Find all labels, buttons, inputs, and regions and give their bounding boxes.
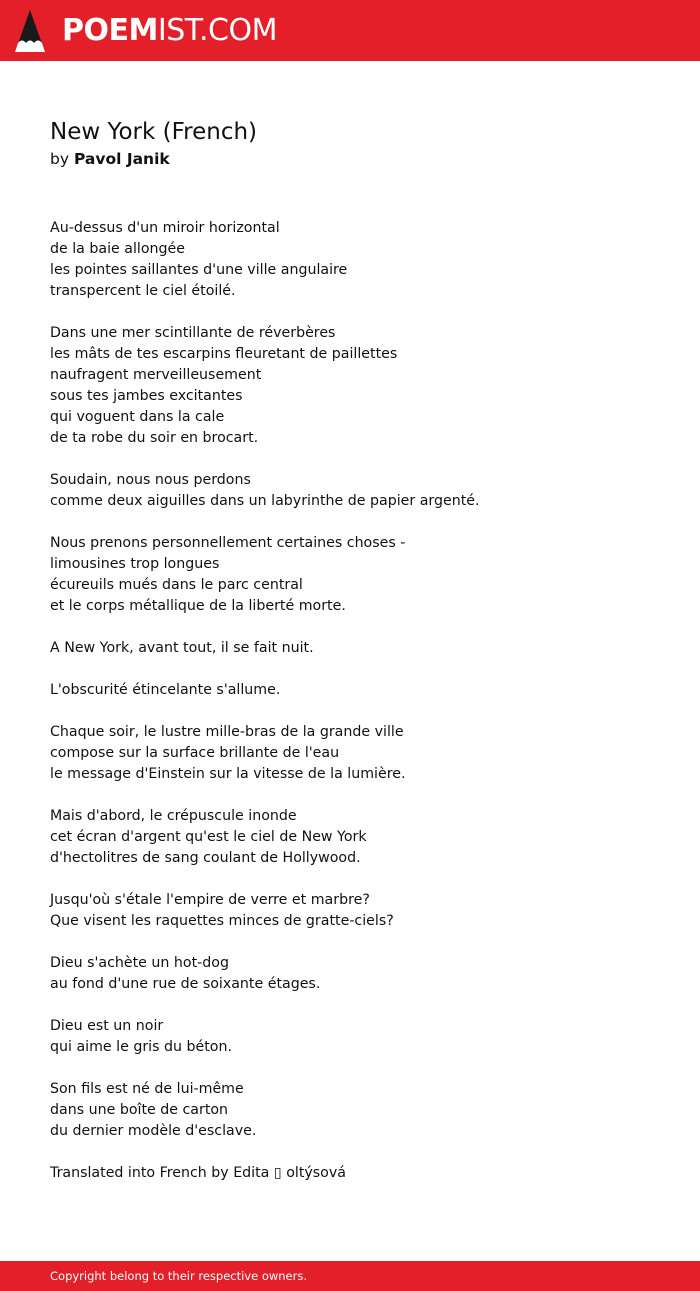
poem-line: A New York, avant tout, il se fait nuit. [50, 640, 314, 656]
poem-line: compose sur la surface brillante de l'eau [50, 745, 340, 761]
site-footer [0, 1261, 700, 1291]
poem-stanza [50, 680, 670, 701]
poem-stanza [50, 470, 670, 512]
poem-line: écureuils mués dans le parc central [50, 577, 303, 593]
poem-line: qui voguent dans la cale [50, 409, 225, 425]
poem-stanza [50, 638, 670, 659]
poem-stanza [50, 1016, 670, 1058]
poem-line: Au-dessus d'un miroir horizontal [50, 220, 280, 236]
poem-line: transpercent le ciel étoilé. [50, 283, 236, 299]
poem-line: Dieu est un noir [50, 1018, 164, 1034]
poem-line: le message d'Einstein sur la vitesse de la lumière. [50, 766, 406, 782]
by-label: by [50, 150, 70, 168]
poem-line: sous tes jambes excitantes [50, 388, 243, 404]
poem-stanza [50, 533, 670, 617]
poem-line: cet écran d'argent qu'est le ciel de New York [50, 829, 367, 845]
poem-line: les pointes saillantes d'une ville angulaire [50, 262, 348, 278]
site-logo-link[interactable] [0, 0, 277, 61]
poem-title: New York (French) [50, 119, 258, 145]
poem-stanza [50, 722, 670, 785]
logo-bold-text: POEM [62, 13, 158, 48]
logo-light-text: IST.COM [157, 13, 277, 48]
poem-byline [50, 148, 170, 170]
poem-stanza [50, 806, 670, 869]
poem-stanza [50, 890, 670, 932]
poem-line: naufragent merveilleusement [50, 367, 262, 383]
poem-line: Soudain, nous nous perdons [50, 472, 251, 488]
poem-line: qui aime le gris du béton. [50, 1039, 232, 1055]
poem-line: et le corps métallique de la liberté morte. [50, 598, 346, 614]
poem-line: Que visent les raquettes minces de gratte-ciels? [50, 913, 394, 929]
poem-body [50, 218, 670, 1205]
poem-stanza [50, 1163, 670, 1184]
poem-line: Chaque soir, le lustre mille-bras de la grande ville [50, 724, 404, 740]
poem-line: Dans une mer scintillante de réverbères [50, 325, 336, 341]
poem-stanza [50, 953, 670, 995]
poem-line: Jusqu'où s'étale l'empire de verre et marbre? [50, 892, 370, 908]
site-logo-text [62, 11, 277, 51]
poem-stanza [50, 323, 670, 449]
copyright-text: Copyright belong to their respective owners. [50, 1269, 308, 1283]
poem-stanza [50, 1079, 670, 1142]
poem-line: Mais d'abord, le crépuscule inonde [50, 808, 297, 824]
poem-line: au fond d'une rue de soixante étages. [50, 976, 321, 992]
poem-line: comme deux aiguilles dans un labyrinthe de papier argenté. [50, 493, 480, 509]
poem-line: Dieu s'achète un hot-dog [50, 955, 229, 971]
poem-line: de la baie allongée [50, 241, 185, 257]
poem-line: Son fils est né de lui-même [50, 1081, 244, 1097]
poem-line: les mâts de tes escarpins fleuretant de paillettes [50, 346, 398, 362]
poem-line: d'hectolitres de sang coulant de Hollywood. [50, 850, 361, 866]
poem-line: du dernier modèle d'esclave. [50, 1123, 257, 1139]
poem-line: de ta robe du soir en brocart. [50, 430, 259, 446]
poem-line: limousines trop longues [50, 556, 220, 572]
pencil-icon [14, 9, 46, 53]
poem-line: L'obscurité étincelante s'allume. [50, 682, 281, 698]
poem-line: dans une boîte de carton [50, 1102, 229, 1118]
site-header [0, 0, 700, 61]
author-link[interactable]: Pavol Janik [73, 150, 170, 168]
poem-stanza [50, 218, 670, 302]
poem-line: Translated into French by Edita ▯ oltýsová [50, 1165, 346, 1181]
poem-line: Nous prenons personnellement certaines choses - [50, 535, 406, 551]
